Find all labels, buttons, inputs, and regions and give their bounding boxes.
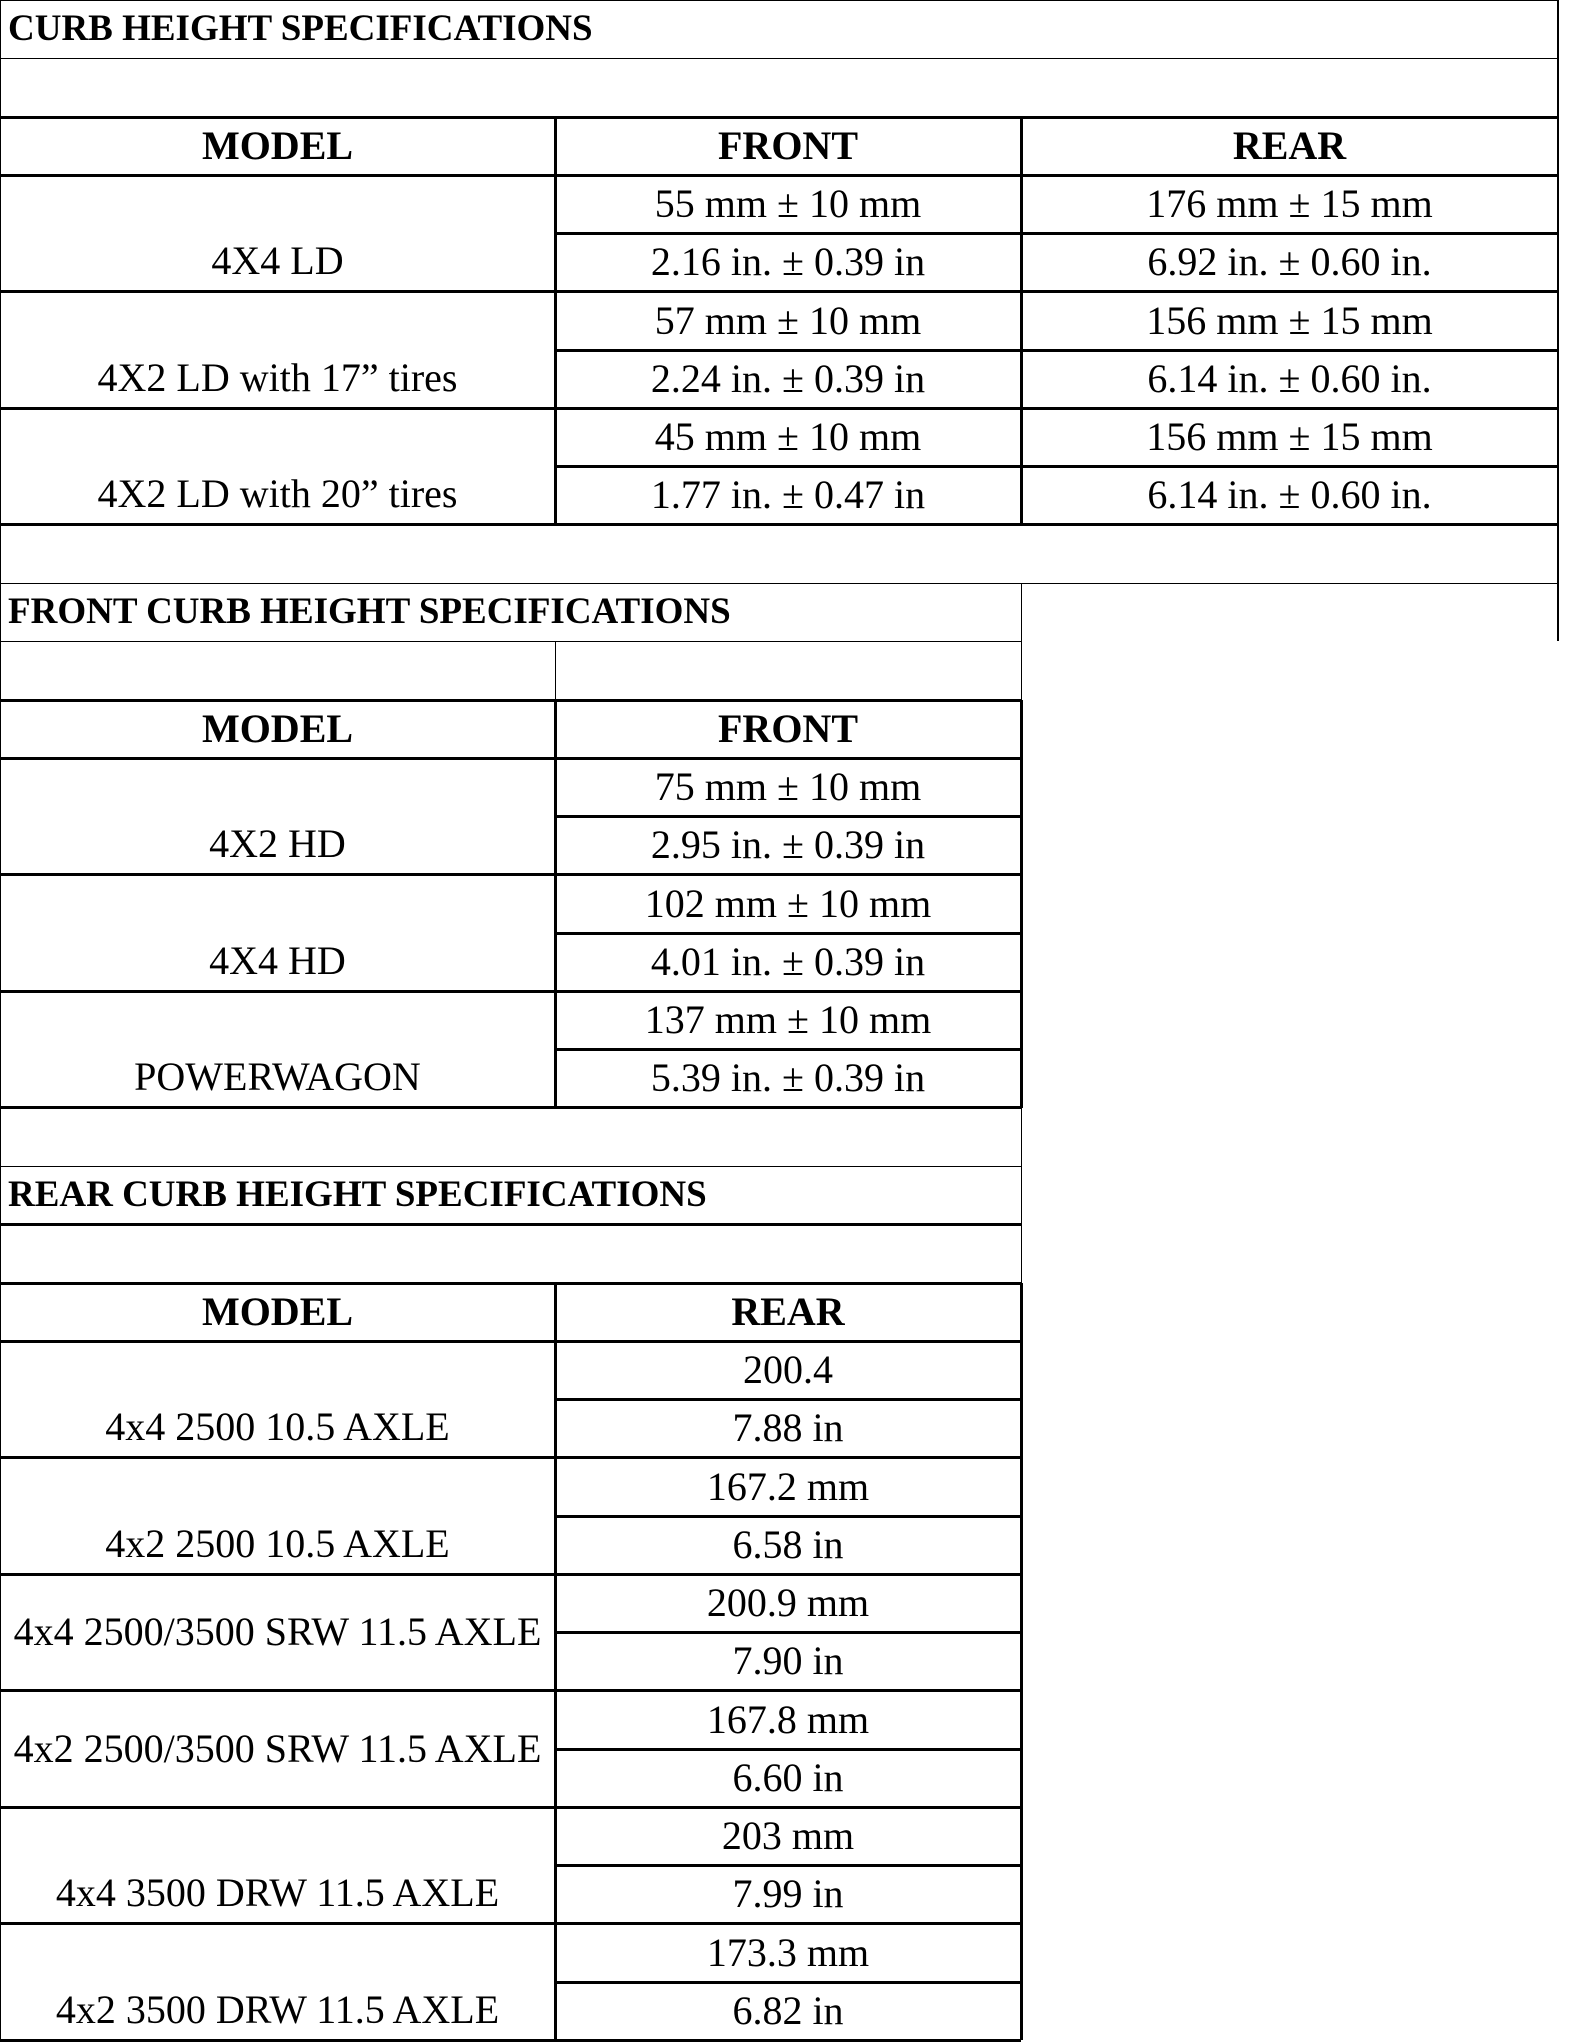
grid-line	[555, 1864, 1021, 1867]
grid-line	[555, 1748, 1021, 1751]
grid-line	[1021, 583, 1022, 700]
front-imperial-cell: 2.24 in. ± 0.39 in	[650, 356, 926, 402]
front-imperial-cell: 2.95 in. ± 0.39 in	[650, 822, 926, 868]
front-metric-cell: 45 mm ± 10 mm	[654, 414, 922, 460]
model-cell: 4x2 2500 10.5 AXLE	[105, 1520, 450, 1566]
grid-line	[0, 1283, 1, 2040]
grid-line	[0, 1223, 1021, 1226]
grid-line	[0, 1106, 1021, 1109]
model-cell: 4x4 3500 DRW 11.5 AXLE	[55, 1869, 500, 1915]
column-header-model: MODEL	[201, 123, 354, 169]
column-header-rear: REAR	[731, 1289, 845, 1335]
column-header-front: FRONT	[718, 706, 858, 752]
grid-line	[554, 117, 557, 525]
rear-imperial-cell: 6.58 in	[732, 1522, 844, 1568]
grid-line	[555, 641, 556, 700]
grid-line	[555, 932, 1021, 935]
model-cell: 4x4 2500/3500 SRW 11.5 AXLE	[13, 1609, 542, 1655]
front-metric-cell: 102 mm ± 10 mm	[644, 881, 932, 927]
rear-imperial-cell: 7.99 in	[732, 1871, 844, 1917]
model-cell: 4x2 2500/3500 SRW 11.5 AXLE	[13, 1726, 542, 1772]
front-imperial-cell: 2.16 in. ± 0.39 in	[650, 239, 926, 285]
grid-line	[554, 700, 557, 1108]
model-cell: 4X4 LD	[211, 238, 344, 283]
front-metric-cell: 137 mm ± 10 mm	[644, 997, 932, 1043]
rear-imperial-cell: 6.14 in. ± 0.60 in.	[1147, 472, 1432, 518]
grid-line	[555, 1981, 1021, 1984]
front-imperial-cell: 1.77 in. ± 0.47 in	[650, 472, 926, 518]
front-imperial-cell: 5.39 in. ± 0.39 in	[650, 1055, 926, 1101]
grid-line	[555, 232, 1558, 235]
model-cell: 4x2 3500 DRW 11.5 AXLE	[55, 1986, 500, 2032]
rear-imperial-cell: 7.88 in	[732, 1405, 844, 1451]
rear-metric-cell: 156 mm ± 15 mm	[1146, 414, 1433, 460]
grid-line	[0, 0, 1558, 1]
grid-line	[0, 0, 1, 641]
rear-metric-cell: 167.8 mm	[706, 1697, 870, 1743]
grid-line	[0, 407, 1558, 410]
grid-line	[0, 174, 1558, 177]
column-header-front: FRONT	[718, 123, 858, 169]
grid-line	[0, 641, 1021, 642]
grid-line	[0, 523, 1558, 526]
grid-line	[1020, 1283, 1023, 2040]
section-title-rear-curb-height: REAR CURB HEIGHT SPECIFICATIONS	[8, 1174, 707, 1216]
column-header-model: MODEL	[201, 1289, 354, 1335]
model-cell: 4X4 HD	[209, 937, 346, 983]
grid-line	[0, 757, 1021, 760]
rear-metric-cell: 200.9 mm	[706, 1580, 870, 1626]
front-metric-cell: 57 mm ± 10 mm	[654, 298, 922, 344]
rear-imperial-cell: 6.14 in. ± 0.60 in.	[1147, 356, 1432, 402]
grid-line	[0, 1282, 1021, 1285]
rear-metric-cell: 173.3 mm	[706, 1930, 870, 1976]
model-cell: 4X2 LD with 20” tires	[97, 471, 458, 516]
grid-line	[555, 349, 1558, 352]
rear-imperial-cell: 6.82 in	[732, 1988, 844, 2034]
grid-line	[1020, 117, 1023, 525]
front-imperial-cell: 4.01 in. ± 0.39 in	[650, 939, 926, 985]
grid-line	[0, 873, 1021, 876]
grid-line	[0, 290, 1558, 293]
front-metric-cell: 55 mm ± 10 mm	[654, 181, 922, 227]
rear-metric-cell: 176 mm ± 15 mm	[1146, 181, 1433, 227]
model-cell: POWERWAGON	[134, 1053, 421, 1099]
section-title-curb-height: CURB HEIGHT SPECIFICATIONS	[8, 8, 593, 50]
rear-imperial-cell: 6.60 in	[732, 1755, 844, 1801]
model-cell: 4X2 HD	[209, 820, 346, 866]
grid-line	[555, 465, 1558, 468]
grid-line	[555, 1631, 1021, 1634]
column-header-model: MODEL	[201, 706, 354, 752]
rear-metric-cell: 203 mm	[721, 1813, 855, 1859]
rear-imperial-cell: 6.92 in. ± 0.60 in.	[1147, 239, 1432, 285]
grid-line	[555, 1515, 1021, 1518]
rear-metric-cell: 167.2 mm	[706, 1464, 870, 1510]
grid-line	[555, 1398, 1021, 1401]
grid-line	[0, 116, 1558, 119]
column-header-rear: REAR	[1232, 123, 1347, 169]
grid-line	[555, 1048, 1021, 1051]
rear-metric-cell: 156 mm ± 15 mm	[1146, 298, 1433, 344]
grid-line	[555, 815, 1021, 818]
rear-metric-cell: 200.4	[743, 1347, 833, 1393]
model-cell: 4X2 LD with 17” tires	[97, 355, 458, 400]
front-metric-cell: 75 mm ± 10 mm	[654, 764, 922, 810]
grid-line	[0, 699, 1021, 702]
grid-line	[554, 1283, 557, 2040]
section-title-front-curb-height: FRONT CURB HEIGHT SPECIFICATIONS	[8, 591, 731, 633]
grid-line	[1020, 700, 1023, 1108]
grid-line	[0, 990, 1021, 993]
rear-imperial-cell: 7.90 in	[732, 1638, 844, 1684]
model-cell: 4x4 2500 10.5 AXLE	[105, 1403, 450, 1449]
grid-line	[1557, 0, 1559, 641]
grid-line	[0, 58, 1558, 59]
